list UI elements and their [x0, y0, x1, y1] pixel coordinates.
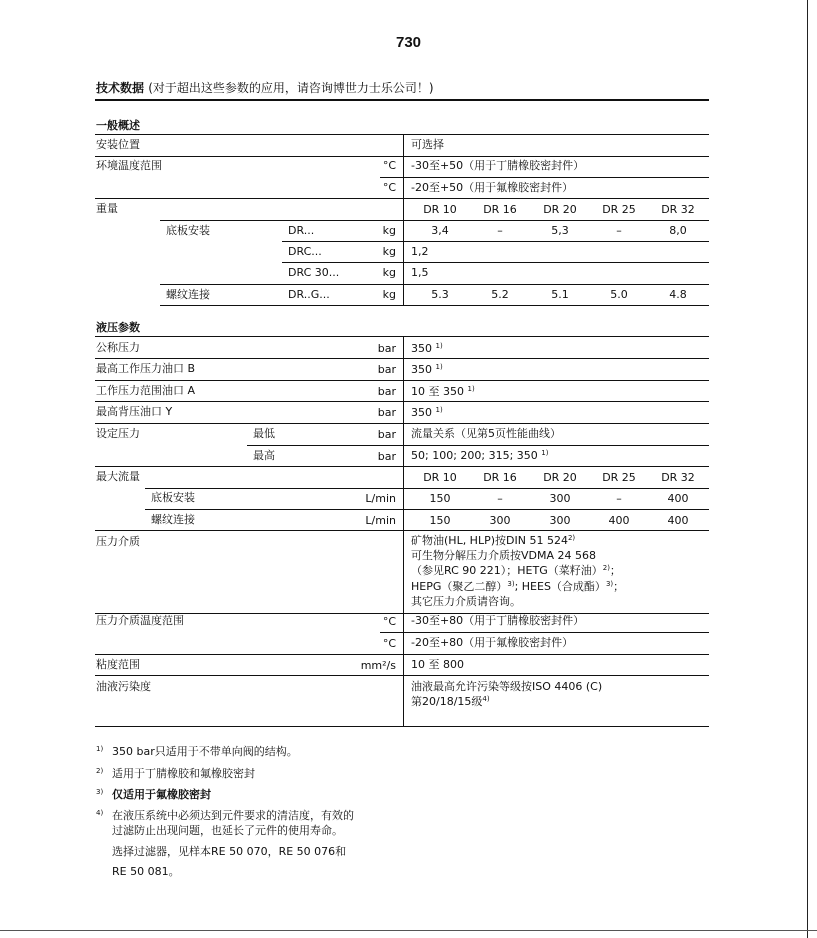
contamination-label: 油液污染度: [96, 680, 151, 693]
pressure-range-a-value: 10 至 350 $^{1)}$: [411, 385, 475, 398]
flow-size: DR 20: [543, 471, 577, 484]
weight-value: 3,4: [431, 224, 449, 237]
weight-unit-2: kg: [382, 245, 396, 258]
weight-value: 5.1: [551, 288, 569, 301]
size-dr25: DR 25: [602, 203, 636, 216]
subplate-label: 底板安装: [166, 224, 210, 237]
weight-value: 5.0: [610, 288, 628, 301]
weight-unit-3: kg: [382, 266, 396, 279]
rule: [282, 262, 709, 263]
unit-bar: bar: [377, 450, 396, 463]
rule: [95, 726, 709, 727]
pressure-range-a-label: 工作压力范围油口 A: [96, 384, 196, 397]
rule: [95, 423, 709, 424]
fluid-line-3: （参见RC 90 221）；HETG（菜籽油）$^{2)}$；: [411, 564, 621, 577]
weight-type-1: DR...: [288, 224, 315, 237]
flow-value: 400: [667, 514, 689, 527]
rule: [160, 284, 709, 285]
flow-size: DR 32: [661, 471, 695, 484]
rule: [95, 380, 709, 381]
set-min-label: 最低: [253, 427, 275, 440]
rule: [145, 488, 709, 489]
weight-value: 5,3: [551, 224, 569, 237]
set-pressure-label: 设定压力: [96, 427, 140, 440]
install-label: 安装位置: [96, 138, 140, 151]
weight-type-3: DRC 30...: [288, 266, 340, 279]
weight-type-2: DRC...: [288, 245, 322, 258]
fluid-line-2: 可生物分解压力介质按VDMA 24 568: [411, 549, 596, 562]
ambient-label: 环境温度范围: [96, 159, 162, 172]
ambient-value-2: -20至+50（用于氟橡胶密封件）: [411, 181, 574, 194]
flow-value: 400: [667, 492, 689, 505]
size-dr20: DR 20: [543, 203, 577, 216]
flow-value: –: [497, 492, 503, 505]
rule: [95, 358, 709, 359]
heading-rule: [95, 99, 709, 101]
rule: [95, 530, 709, 531]
footnote-2: 2) 适用于丁腈橡胶和氟橡胶密封: [96, 767, 255, 780]
unit-bar: bar: [377, 406, 396, 419]
flow-subplate-label: 底板安装: [151, 491, 195, 504]
flow-value: –: [616, 492, 622, 505]
page-number: 730: [395, 34, 422, 51]
unit-bar: bar: [377, 342, 396, 355]
footnote-4: 4) 在液压系统中必须达到元件要求的清洁度，有效的: [96, 809, 354, 822]
rule: [95, 613, 709, 614]
unit-lmin: L/min: [365, 492, 396, 505]
rule: [95, 134, 709, 135]
column-separator: [403, 337, 404, 726]
heading-note: (对于超出这些参数的应用，请咨询博世力士乐公司！): [148, 81, 434, 95]
weight-unit-4: kg: [382, 288, 396, 301]
unit-celsius: °C: [382, 637, 396, 650]
weight-value: 1,5: [411, 266, 429, 279]
unit-bar: bar: [377, 385, 396, 398]
fluid-line-4: HEPG（聚乙二醇）$^{3)}$; HEES（合成酯）$^{3)}$；: [411, 580, 625, 593]
set-max-label: 最高: [253, 449, 275, 462]
ambient-unit-2: °C: [382, 181, 396, 194]
weight-value: –: [616, 224, 622, 237]
page-heading: [96, 79, 434, 96]
weight-value: 5.2: [491, 288, 509, 301]
max-pressure-b-value: 350 $^{1)}$: [411, 363, 443, 376]
fluid-temp-value-1: -30至+80（用于丁腈橡胶密封件）: [411, 614, 585, 627]
page-bottom-line: [0, 930, 817, 931]
weight-value: 4.8: [669, 288, 687, 301]
flow-value: 300: [549, 492, 571, 505]
flow-value: 300: [489, 514, 511, 527]
rule: [282, 241, 709, 242]
size-dr16: DR 16: [483, 203, 517, 216]
back-pressure-y-label: 最高背压油口 Y: [96, 405, 173, 418]
column-separator: [403, 135, 404, 305]
fluid-temp-value-2: -20至+80（用于氟橡胶密封件）: [411, 636, 574, 649]
nominal-pressure-value: 350 $^{1)}$: [411, 342, 443, 355]
unit-bar: bar: [377, 363, 396, 376]
rule: [95, 198, 709, 199]
fluid-label: 压力介质: [96, 535, 140, 548]
flow-size: DR 25: [602, 471, 636, 484]
rule: [247, 445, 709, 446]
contamination-line-1: 油液最高允许污染等级按ISO 4406 (C): [411, 680, 603, 693]
footnote-1: 1) 350 bar只适用于不带单向阀的结构。: [96, 745, 298, 758]
flow-size: DR 10: [423, 471, 457, 484]
flow-size: DR 16: [483, 471, 517, 484]
rule: [95, 675, 709, 676]
section-hydraulic: 液压参数: [96, 321, 140, 334]
size-dr32: DR 32: [661, 203, 695, 216]
max-pressure-b-label: 最高工作压力油口 B: [96, 362, 196, 375]
rule: [95, 466, 709, 467]
footnote-extra-2: RE 50 081。: [112, 865, 180, 878]
rule: [160, 305, 709, 306]
threaded-label: 螺纹连接: [166, 288, 210, 301]
viscosity-value: 10 至 800: [411, 658, 464, 671]
weight-value: 5.3: [431, 288, 449, 301]
unit-celsius: °C: [382, 615, 396, 628]
contamination-line-2: 第20/18/15级$^{4)}$: [411, 695, 490, 708]
set-max-value: 50; 100; 200; 315; 350 $^{1)}$: [411, 449, 549, 462]
max-flow-label: 最大流量: [96, 470, 140, 483]
weight-value: –: [497, 224, 503, 237]
viscosity-label: 粘度范围: [96, 658, 140, 671]
rule: [95, 336, 709, 337]
rule: [380, 177, 709, 178]
fluid-line-5: 其它压力介质请咨询。: [411, 595, 521, 608]
heading-title: 技术数据: [96, 81, 145, 95]
flow-value: 400: [608, 514, 630, 527]
unit-bar: bar: [377, 428, 396, 441]
unit-lmin: L/min: [365, 514, 396, 527]
page-edge-line: [807, 0, 808, 938]
size-dr10: DR 10: [423, 203, 457, 216]
rule: [380, 632, 709, 633]
weight-label: 重量: [96, 202, 118, 215]
rule: [95, 156, 709, 157]
rule: [95, 654, 709, 655]
weight-value: 1,2: [411, 245, 429, 258]
footnote-extra-1: 选择过滤器，见样本RE 50 070，RE 50 076和: [112, 845, 347, 858]
footnote-3: 3) 仅适用于氟橡胶密封: [96, 788, 211, 801]
install-value: 可选择: [411, 138, 444, 151]
set-min-value: 流量关系（见第5页性能曲线）: [411, 427, 561, 440]
flow-value: 300: [549, 514, 571, 527]
footnote-4-line-2: 过滤防止出现问题，也延长了元件的使用寿命。: [112, 824, 343, 837]
fluid-line-1: 矿物油(HL, HLP)按DIN 51 524$^{2)}$: [411, 534, 576, 547]
flow-value: 150: [429, 492, 451, 505]
rule: [160, 220, 709, 221]
nominal-pressure-label: 公称压力: [96, 341, 140, 354]
weight-value: 8,0: [669, 224, 687, 237]
back-pressure-y-value: 350 $^{1)}$: [411, 406, 443, 419]
flow-value: 150: [429, 514, 451, 527]
unit-mm2s: mm²/s: [360, 659, 396, 672]
section-general: 一般概述: [96, 119, 140, 132]
ambient-value-1: -30至+50（用于丁腈橡胶密封件）: [411, 159, 585, 172]
rule: [145, 509, 709, 510]
weight-type-4: DR..G...: [288, 288, 330, 301]
flow-threaded-label: 螺纹连接: [151, 513, 195, 526]
weight-unit-1: kg: [382, 224, 396, 237]
rule: [95, 401, 709, 402]
ambient-unit-1: °C: [382, 159, 396, 172]
fluid-temp-label: 压力介质温度范围: [96, 614, 184, 627]
